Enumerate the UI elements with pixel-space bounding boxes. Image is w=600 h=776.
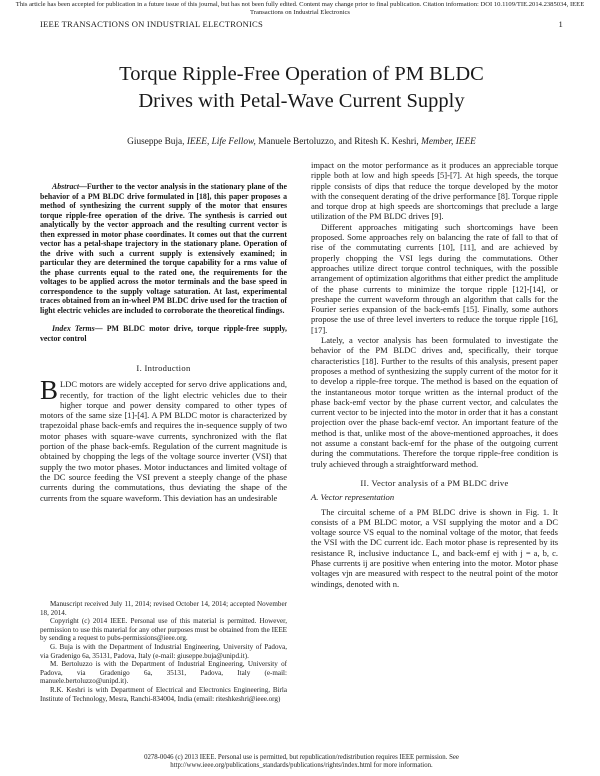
section-2a-heading: A. Vector representation [311,492,395,503]
running-header [40,19,563,31]
page-number: 1 [558,19,563,29]
paper-title [40,61,563,115]
title-line-2: Drives with Petal-Wave Current Supply [138,90,465,112]
copyright-line-1: 0278-0046 (c) 2013 IEEE. Personal use is permitted, but republication/redistribution requires IEEE permission. See [144,754,459,761]
publication-notice: This article has been accepted for publication in a future issue of this journal, but has not been fully edited. Content may change prior to final publication. Citation information: DOI 10.1109/TIE.2014.2385034, IEEE Transactions on Industrial Electronics [15,1,585,16]
index-terms [40,324,287,343]
footnote-received: Manuscript received July 11, 2014; revised October 14, 2014; accepted November 18, 2014. [40,600,287,617]
footnote-bertoluzzo: M. Bertoluzzo is with the Department of Industrial Engineering, University of Padova, via Gradenigo 6a, 35131, Padova, Italy (e-mail: manuele.bertoluzzo@unipd.it). [40,660,287,686]
footnote-keshri: R.K. Keshri is with Department of Electrical and Electronics Engineering, Birla Institute of Technology, Mesra, Ranchi-834004, India (email: riteshkeshri@ieee.org) [40,685,287,703]
right-paragraph-1: impact on the motor performance as it produces an appreciable torque ripple both at low and high speeds [5]-[7]. At high speeds, the torque ripple consists of dips that reduce the torque developed by the motor with the consequent derating of the drive performance [8]. Torque ripple and torque drop at high speeds are shortcomings that preclude a large utilization of the PM BLDC drives [9]. [311,160,558,222]
intro-body [40,379,287,615]
section-2a-text: The circuital scheme of a PM BLDC drive is shown in Fig. 1. It consists of a PM BLDC motor, a VSI supplying the motor and a DC voltage source VS equal to the nominal voltage of the motor, that feeds the VSI with the DC current idc. Each motor phase is represented by its resistance R, inclusive inductance L, and back-emf ej with j = a, b, c. Phase currents ij are positive when entering into the motor. Motor phase voltages vjn are measured with respect to the neutral point of the motor windings, denoted with n. [311,506,558,589]
footnote-copyright: Copyright (c) 2014 IEEE. Personal use of this material is permitted. However, permission to use this material for any other purposes must be obtained from the IEEE by sending a request to pubs-permissions@ieee.org. [40,617,287,643]
footnote-buja: G. Buja is with the Department of Industrial Engineering, University of Padova, via Gradenigo 6a, 35131, Padova, Italy (e-mail: giuseppe.buja@unipd.it). [40,642,287,660]
author-1: Giuseppe Buja, [127,137,185,147]
right-paragraph-2: Different approaches mitigating such shortcomings have been proposed. Some approaches rely on balancing the rate of fall to that of rise of the commutating currents [10], [11], and are achieved by properly chopping the VSI legs during the commutations. Other approaches utilize direct torque control techniques, with the possible arrangement of optimization algorithms that either predict the amplitude of the phase currents to minimize the torque ripple [12]-[14], or preshape the current waveform through an algorithm that calls for the Fourier series expansion of the back-emfs [15]. Finally, some authors propose the use of three level inverters to reduce the torque ripple [16], [17]. [311,221,558,335]
copyright-line-2: http://www.ieee.org/publications_standards/publications/rights/index.html for more information. [170,762,433,769]
section-2-heading: II. Vector analysis of a PM BLDC drive [360,477,509,488]
author-1-role: IEEE, Life Fellow, [186,137,256,147]
intro-heading: I. Introduction [136,363,191,373]
right-paragraph-3: Lately, a vector analysis has been formulated to investigate the behavior of the PM BLDC drives and, specifically, their torque characteristics [18]. Further to the results of this analysis, present paper proposes a method of synthesizing the supply current of the motor for it to develop a ripple-free torque. The method is based on the equation of the instantaneous motor torque written as the internal product of the phase back-emf vector by the phase current vector, and calculates the current vector to be injected into the motor in order that it has a constant projection over the phase back-emf vector. An important feature of the method is that, unlike most of the above-mentioned approaches, it does not assume a constant back-emf for the phase of the outgoing current during the commutations. Therefore the torque ripple-free condition is truly achieved through a straightforward method. [311,335,558,469]
title-line-1: Torque Ripple-Free Operation of PM BLDC [119,63,484,85]
right-column [311,160,558,589]
copyright-footer [40,754,563,770]
index-terms-text: — PM BLDC motor drive, torque ripple-free supply, vector control [40,324,287,343]
intro-text: LDC motors are widely accepted for servo drive applications and, recently, for traction of the light electric vehicles due to their higher torque and power density compared to other types of motors of the same size [1]-[4]. A PM BLDC motor is characterized by trapezoidal phase back-emfs and requires the in-sequence supply of two motor phases with square-wave currents, synchronized with the flat portion of the phase back-emfs. Regulation of the current magnitude is obtained by chopping the legs of the voltage source inverter (VSI) that supply the two motor phases. Motor inductances and limited voltage of the DC source feeding the VSI prevent a steeply change of the phase currents during the commutations, thus deviating the shape of the currents from the square waveform. This deviation has an undesirable [40,379,287,503]
left-column [40,182,287,615]
abstract-text: —Further to the vector analysis in the stationary plane of the behavior of a PM BLDC drive formulated in [18], this paper proposes a method of synthesizing the current supply of the motor that ensures torque ripple-free operation of the drive. The synthesis is carried out analytically by the vector approach and the resulting current vector is then expressed in motor phase coordinates. It comes out that the current vector has a petal-shape trajectory in the stationary plane. Operation of the drive with such a current supply is extensively examined; in particular they are determined the torque capability for a rms value of the phase currents equal to the rated one, the requirements for the voltages to be applied across the motor terminals and the base speed in correspondence to the supply voltage saturation. At last, experimental traces obtained from an in-wheel PM BLDC drive used for the traction of light electric vehicles are included to corroborate the theoretical findings. [40,182,287,315]
drop-cap: B [40,379,59,406]
abstract [40,182,287,315]
footnotes [40,600,287,703]
author-list [40,137,563,147]
index-terms-label: Index Terms [52,324,95,333]
journal-name: IEEE TRANSACTIONS ON INDUSTRIAL ELECTRONICS [40,19,263,29]
abstract-label: Abstract [52,182,80,191]
author-3-role: Member, IEEE [421,137,476,147]
author-2-3: Manuele Bertoluzzo, and Ritesh K. Keshri, [258,137,419,147]
